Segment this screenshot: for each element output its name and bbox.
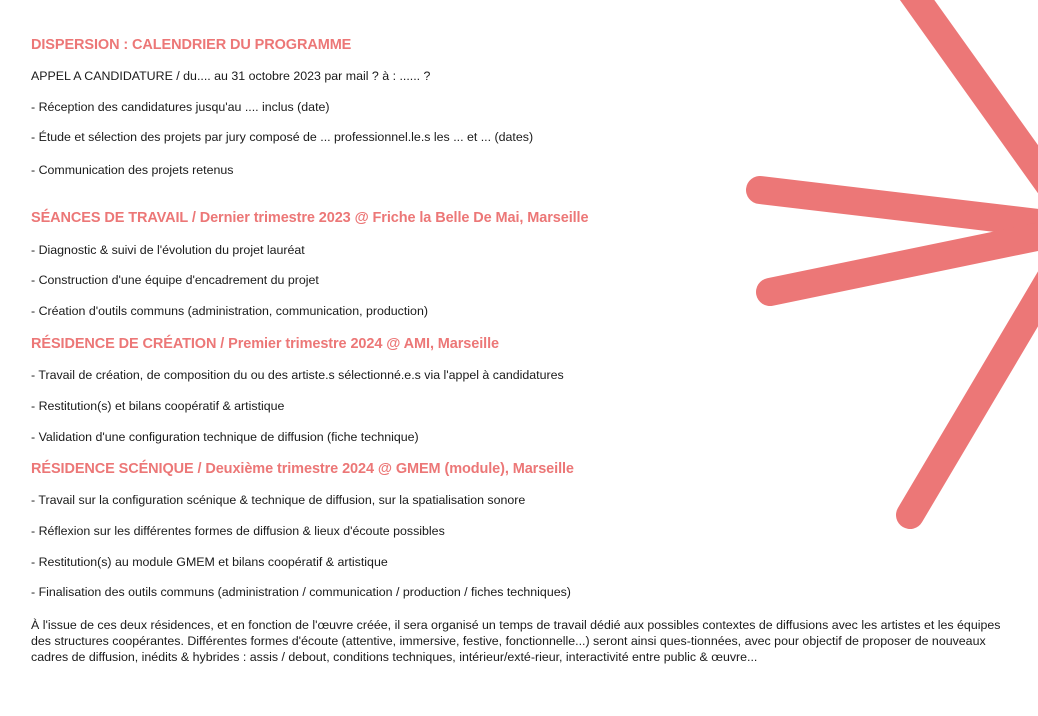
- section-title-stage-residency: RÉSIDENCE SCÉNIQUE / Deuxième trimestre 2024 @ GMEM (module), Marseille: [31, 461, 574, 477]
- section-item: - Diagnostic & suivi de l'évolution du projet lauréat: [31, 243, 305, 257]
- section-item: - Construction d'une équipe d'encadrement du projet: [31, 273, 319, 287]
- section-title-creation-residency: RÉSIDENCE DE CRÉATION / Premier trimestre 2024 @ AMI, Marseille: [31, 336, 499, 352]
- section-item: - Création d'outils communs (administration, communication, production): [31, 304, 428, 318]
- burst-ray: [760, 190, 1038, 228]
- burst-ray: [910, 0, 1038, 228]
- closing-paragraph: À l'issue de ces deux résidences, et en fonction de l'œuvre créée, il sera organisé un temps de travail dédié aux possibles contextes de diffusions avec les artistes et les équipes des structures coopérantes. Différentes formes d'écoute (attentive, immersive, festive, fonctionnelle...) seront ainsi ques-tionnées, avec pour objectif de proposer de nouveaux cadres de diffusion, inédits & hybrides : assis / debout, conditions techniques, intérieur/exté-rieur, interactivité entre public & œuvre...: [31, 618, 1001, 664]
- section-title-work-sessions: SÉANCES DE TRAVAIL / Dernier trimestre 2023 @ Friche la Belle De Mai, Marseille: [31, 210, 589, 226]
- section-item: - Réflexion sur les différentes formes de diffusion & lieux d'écoute possibles: [31, 524, 445, 538]
- program-line: - Réception des candidatures jusqu'au .... inclus (date): [31, 100, 330, 114]
- section-item: - Validation d'une configuration technique de diffusion (fiche technique): [31, 430, 419, 444]
- program-line: - Communication des projets retenus: [31, 163, 234, 177]
- burst-ray: [910, 228, 1038, 515]
- program-title: DISPERSION : CALENDRIER DU PROGRAMME: [31, 37, 352, 53]
- section-item: - Travail de création, de composition du ou des artiste.s sélectionné.e.s via l'appel à candidatures: [31, 368, 564, 382]
- application-call-line: APPEL A CANDIDATURE / du.... au 31 octobre 2023 par mail ? à : ...... ?: [31, 69, 431, 83]
- burst-ray: [770, 228, 1038, 292]
- section-item: - Restitution(s) au module GMEM et bilans coopératif & artistique: [31, 555, 388, 569]
- section-item: - Restitution(s) et bilans coopératif & artistique: [31, 399, 285, 413]
- section-item: - Finalisation des outils communs (administration / communication / production / fiches techniques): [31, 585, 571, 599]
- program-line: - Étude et sélection des projets par jury composé de ... professionnel.le.s les ... et ... (dates): [31, 130, 534, 144]
- section-item: - Travail sur la configuration scénique & technique de diffusion, sur la spatialisation sonore: [31, 493, 526, 507]
